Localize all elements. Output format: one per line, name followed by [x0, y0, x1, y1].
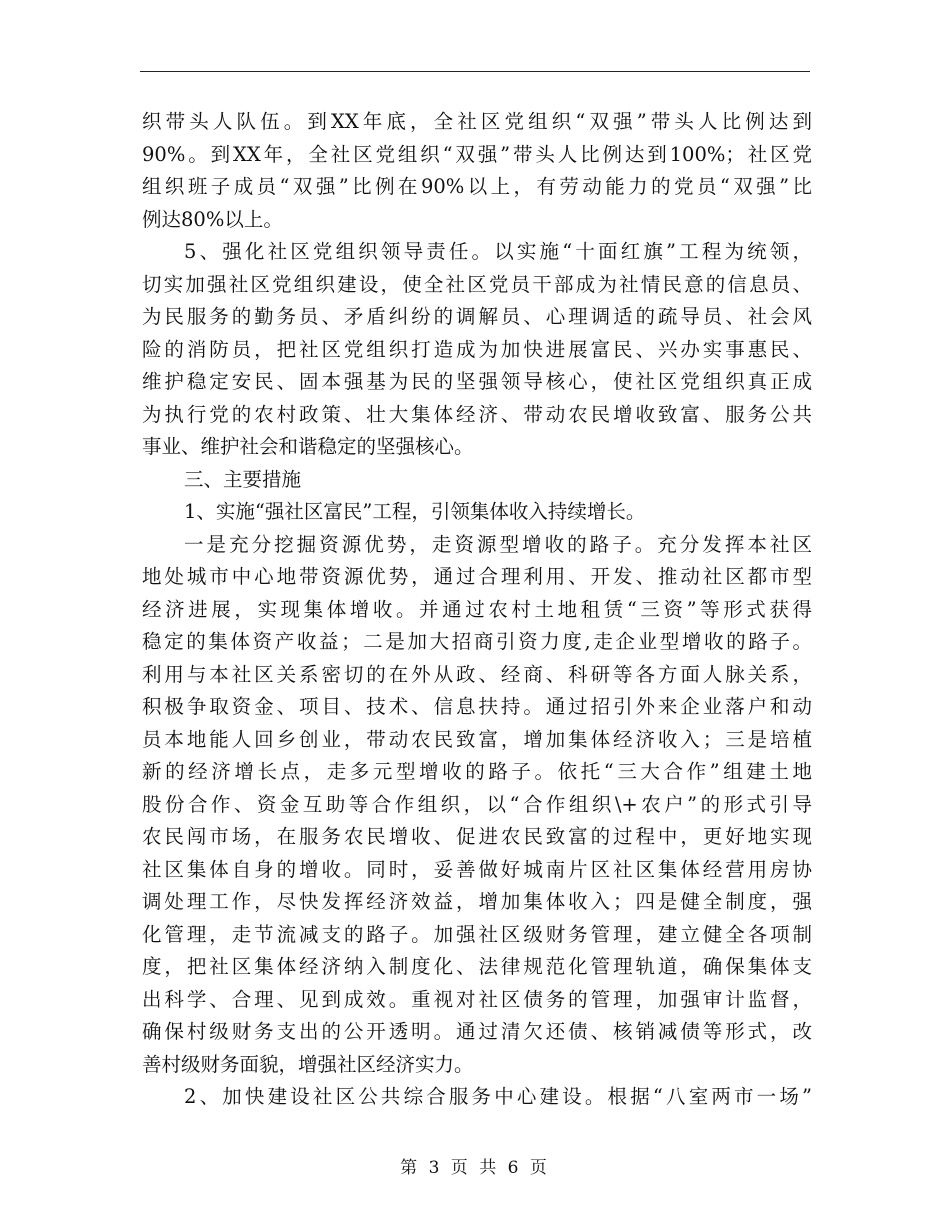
text-line: 织带头人队伍。到XX年底，全社区党组织“双强”带头人比例达到	[142, 110, 812, 133]
text-line: 2、加快建设社区公共综合服务中心建设。根据“八室两市一场”	[184, 1085, 812, 1108]
text-line: 5、强化社区党组织领导责任。以实施“十面红旗”工程为统领，	[184, 240, 812, 263]
text-line: 农民闯市场，在服务农民增收、促进农民致富的过程中，更好地实现	[142, 825, 812, 848]
text-line: 维护稳定安民、固本强基为民的坚强领导核心，使社区党组织真正成	[142, 370, 812, 393]
text-line: 三、主要措施	[184, 467, 302, 491]
text-line: 一是充分挖掘资源优势，走资源型增收的路子。充分发挥本社区	[184, 532, 812, 556]
text-line: 组织班子成员“双强”比例在90%以上，有劳动能力的党员“双强”比	[142, 175, 812, 198]
text-line: 为执行党的农村政策、壮大集体经济、带动农民增收致富、服务公共	[142, 402, 812, 426]
text-line: 出科学、合理、见到成效。重视对社区债务的管理，加强审计监督，	[142, 987, 812, 1011]
text-line: 事业、维护社会和谐稳定的坚强核心。	[142, 435, 474, 458]
text-line: 地处城市中心地带资源优势，通过合理利用、开发、推动社区都市型	[142, 565, 812, 588]
header-rule	[140, 71, 810, 72]
text-line: 积极争取资金、项目、技术、信息扶持。通过招引外来企业落户和动	[142, 695, 812, 718]
text-line: 员本地能人回乡创业，带动农民致富，增加集体经济收入；三是培植	[142, 727, 812, 751]
text-line: 经济进展，实现集体增收。并通过农村土地租赁“三资”等形式获得	[142, 597, 812, 621]
text-line: 利用与本社区关系密切的在外从政、经商、科研等各方面人脉关系，	[142, 662, 812, 686]
text-line: 善村级财务面貌，增强社区经济实力。	[142, 1052, 474, 1076]
text-line: 调处理工作，尽快发挥经济效益，增加集体收入；四是健全制度，强	[142, 890, 812, 913]
text-line: 新的经济增长点，走多元型增收的路子。依托“三大合作”组建土地	[142, 760, 812, 783]
text-line: 切实加强社区党组织建设，使全社区党员干部成为社情民意的信息员、	[142, 272, 812, 296]
body-text	[142, 106, 812, 1114]
text-line: 1、实施“强社区富民”工程，引领集体收入持续增长。	[184, 500, 646, 523]
text-line: 例达80%以上。	[142, 207, 283, 231]
text-line: 确保村级财务支出的公开透明。通过清欠还债、核销减债等形式，改	[142, 1020, 812, 1043]
page-footer: 第 3 页 共 6 页	[400, 1158, 550, 1178]
text-line: 险的消防员，把社区党组织打造成为加快进展富民、兴办实事惠民、	[142, 337, 812, 361]
text-line: 化管理，走节流减支的路子。加强社区级财务管理，建立健全各项制	[142, 922, 812, 946]
text-line: 股份合作、资金互助等合作组织，以“合作组织\+农户”的形式引导	[142, 792, 812, 816]
text-line: 社区集体自身的增收。同时，妥善做好城南片区社区集体经营用房协	[142, 857, 812, 881]
text-line: 度，把社区集体经济纳入制度化、法律规范化管理轨道，确保集体支	[142, 955, 812, 978]
text-line: 90%。到XX年，全社区党组织“双强”带头人比例达到100%；社区党	[142, 142, 812, 166]
text-line: 稳定的集体资产收益；二是加大招商引资力度,走企业型增收的路子。	[142, 630, 812, 653]
text-line: 为民服务的勤务员、矛盾纠纷的调解员、心理调适的疏导员、社会风	[142, 305, 812, 328]
